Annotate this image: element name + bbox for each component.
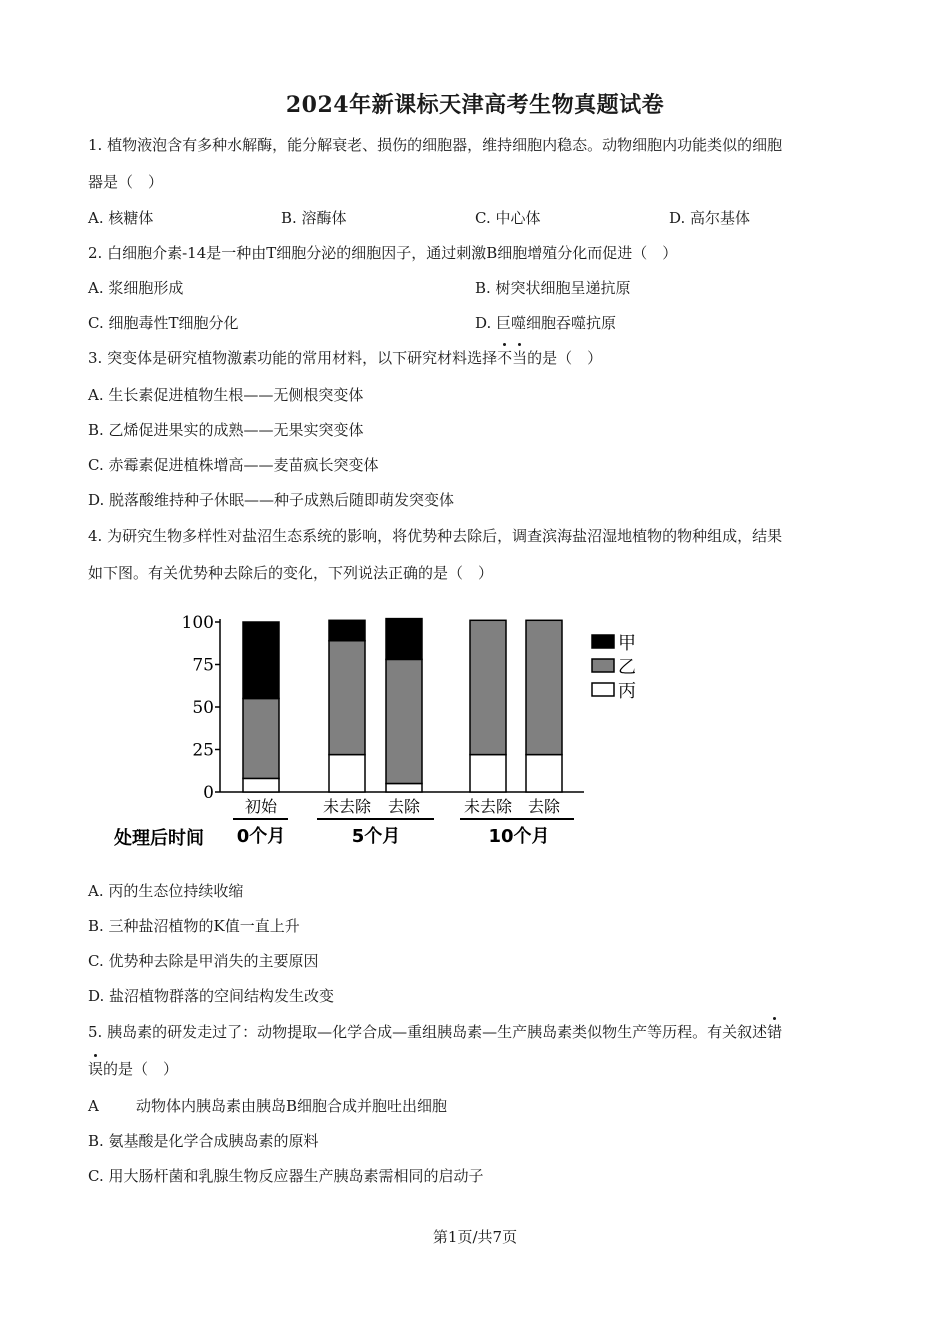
bar-segment-乙 <box>243 699 279 779</box>
q4-option-a: A. 丙的生态位持续收缩 <box>88 882 244 900</box>
bar-segment-甲 <box>243 622 279 699</box>
bar-segment-丙 <box>526 755 562 792</box>
bar-segment-丙 <box>386 784 422 793</box>
legend-label-甲: 甲 <box>618 633 636 654</box>
q3-stem-before: 3. 突变体是研究植物激素功能的常用材料，以下研究材料选择 <box>88 349 498 367</box>
group-label: 0个月 <box>236 826 286 847</box>
q3-stem <box>88 348 602 368</box>
q4-stem-line2: 如下图。有关优势种去除后的变化，下列说法正确的是（ ） <box>88 564 494 582</box>
q3-option-b: B. 乙烯促进果实的成熟——无果实突变体 <box>88 421 364 439</box>
q5-option-a-text: 动物体内胰岛素由胰岛B细胞合成并胞吐出细胞 <box>136 1097 448 1115</box>
q1-option-b: B. 溶酶体 <box>281 209 347 227</box>
y-tick-label: 50 <box>192 698 214 718</box>
x-axis-title: 处理后时间 <box>114 828 204 849</box>
q3-option-a: A. 生长素促进植物生根——无侧根突变体 <box>88 386 364 404</box>
q2-option-a: A. 浆细胞形成 <box>88 279 184 297</box>
bar-segment-丙 <box>329 755 365 792</box>
bar-segment-丙 <box>470 755 506 792</box>
q3-option-c: C. 赤霉素促进植株增高——麦苗疯长突变体 <box>88 456 379 474</box>
group-label: 5个月 <box>351 826 401 847</box>
q5-emphasis-1: 错 <box>767 1023 783 1041</box>
bar-segment-乙 <box>386 659 422 783</box>
group-label: 10个月 <box>488 826 550 847</box>
bar-segment-甲 <box>329 620 365 640</box>
x-category-label: 去除 <box>527 797 561 816</box>
bar-segment-丙 <box>243 778 279 792</box>
q1-stem-line1: 1. 植物液泡含有多种水解酶，能分解衰老、损伤的细胞器，维持细胞内稳态。动物细胞内功能类似的细胞 <box>88 136 783 154</box>
species-composition-chart <box>108 602 668 852</box>
legend-swatch-乙 <box>592 659 614 672</box>
q2-option-d: D. 巨噬细胞吞噬抗原 <box>475 314 617 332</box>
q3-option-d: D. 脱落酸维持种子休眠——种子成熟后随即萌发突变体 <box>88 491 455 509</box>
q4-option-c: C. 优势种去除是甲消失的主要原因 <box>88 952 319 970</box>
legend-label-丙: 丙 <box>618 681 636 702</box>
y-tick-label: 75 <box>192 655 214 676</box>
x-category-label: 未去除 <box>322 797 372 816</box>
q1-stem-line2: 器是（ ） <box>88 173 164 191</box>
q1-option-d: D. 高尔基体 <box>669 209 751 227</box>
q5-stem-before: 5. 胰岛素的研发走过了：动物提取—化学合成—重组胰岛素—生产胰岛素类似物生产等历程。有关叙述 <box>88 1023 768 1041</box>
bar-segment-乙 <box>470 620 506 754</box>
q5-stem-after: 的是（ ） <box>103 1060 179 1078</box>
page-footer: 第1页/共7页 <box>432 1228 518 1246</box>
q5-option-b: B. 氨基酸是化学合成胰岛素的原料 <box>88 1132 319 1150</box>
bar-segment-甲 <box>386 619 422 660</box>
bar-segment-乙 <box>526 620 562 754</box>
x-category-label: 去除 <box>387 797 421 816</box>
q2-stem: 2. 白细胞介素-14是一种由T细胞分泌的细胞因子，通过刺激B细胞增殖分化而促进（ ） <box>88 244 678 262</box>
q5-stem-line1 <box>88 1022 782 1042</box>
legend-swatch-丙 <box>592 683 614 696</box>
legend-label-乙: 乙 <box>618 657 636 678</box>
q1-option-c: C. 中心体 <box>475 209 541 227</box>
q4-stem-line1: 4. 为研究生物多样性对盐沼生态系统的影响，将优势种去除后，调查滨海盐沼湿地植物的物种组成，结果 <box>88 527 783 545</box>
q3-stem-after: 的是（ ） <box>527 349 603 367</box>
bar-segment-乙 <box>329 641 365 755</box>
q3-emphasis-1: 不 <box>497 349 513 367</box>
q2-option-c: C. 细胞毒性T细胞分化 <box>88 314 239 332</box>
q4-option-d: D. 盐沼植物群落的空间结构发生改变 <box>88 987 335 1005</box>
q1-option-a: A. 核糖体 <box>88 209 154 227</box>
q3-emphasis-2: 当 <box>512 349 528 367</box>
q2-option-b: B. 树突状细胞呈递抗原 <box>475 279 631 297</box>
page-title: 2024年新课标天津高考生物真题试卷 <box>285 92 665 118</box>
q5-emphasis-2: 误 <box>88 1060 104 1078</box>
y-tick-label: 0 <box>203 783 214 803</box>
x-category-label: 初始 <box>244 797 278 816</box>
x-category-label: 未去除 <box>463 797 513 816</box>
q4-option-b: B. 三种盐沼植物的K值一直上升 <box>88 917 300 935</box>
legend-swatch-甲 <box>592 635 614 648</box>
q5-option-c: C. 用大肠杆菌和乳腺生物反应器生产胰岛素需相同的启动子 <box>88 1167 484 1185</box>
q5-stem-line2 <box>88 1059 178 1079</box>
y-tick-label: 100 <box>181 613 214 633</box>
y-tick-label: 25 <box>192 740 214 761</box>
q5-option-a-label: A <box>88 1097 99 1115</box>
